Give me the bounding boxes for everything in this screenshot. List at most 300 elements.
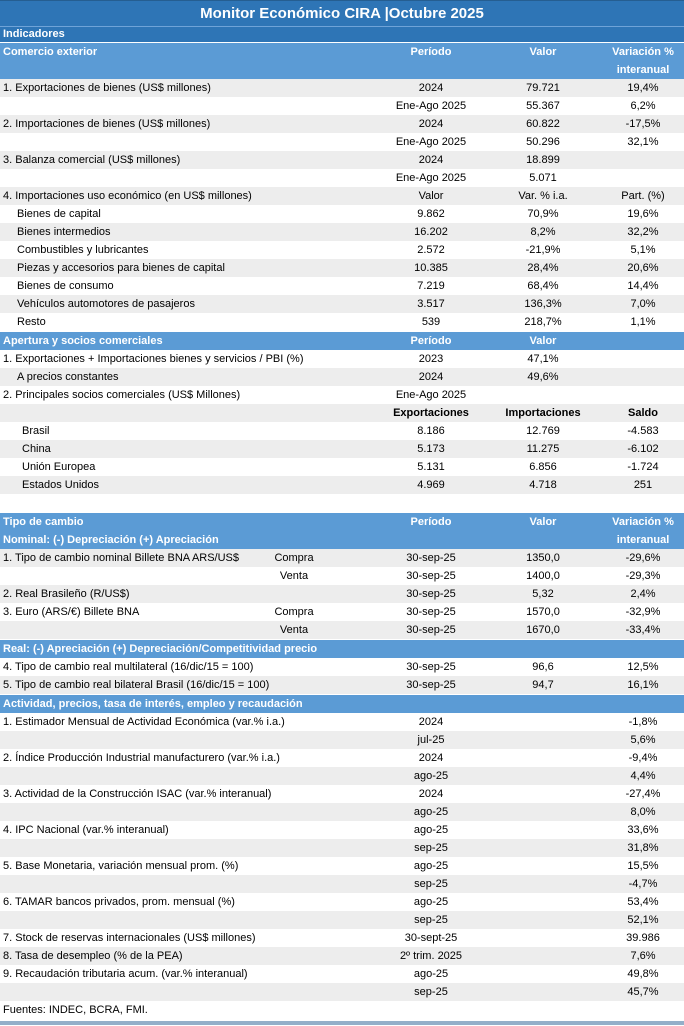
cell-variation: -32,9% [625,606,661,618]
cell-period: 4.969 [417,479,445,491]
cell-variation: 32,1% [627,136,659,148]
cell-period: 30-sep-25 [406,570,456,582]
cell-period: ago-25 [413,860,449,872]
row-label: Vehículos automotores de pasajeros [17,298,195,310]
cell-variation [602,368,684,386]
row-label-cell [0,911,378,929]
cell-value: 5.071 [529,172,557,184]
column-header-variation: interanual [616,534,670,546]
cell-variation [602,350,684,368]
cell-period: 2024 [418,371,444,383]
row-label-cell [0,983,378,1001]
cell-period: ago-25 [413,968,449,980]
column-header-period: Período [410,335,452,347]
cell-value: 50.296 [526,136,560,148]
row-label-cell [0,476,378,494]
cell-value: 47,1% [527,353,559,365]
cell-period: Ene-Ago 2025 [395,136,467,148]
cell-period: Ene-Ago 2025 [395,100,467,112]
row-label-cell [0,133,378,151]
cell-variation: 33,6% [627,824,659,836]
cell-variation: 31,8% [627,842,659,854]
row-label: 3. Actividad de la Construcción ISAC (var.% interanual) [3,788,272,800]
table-row [0,133,684,151]
row-label [3,97,378,115]
section-spacer [0,494,684,512]
section-title [0,332,378,350]
row-label-cell [0,857,378,875]
cell-period: Valor [418,190,444,202]
table-row [0,658,684,676]
cell-variation: 2,4% [630,588,656,600]
column-header-variation: Variación % [612,46,674,58]
cell-period: Exportaciones [393,407,469,419]
table-row [0,767,684,785]
cell-period: 539 [421,316,441,328]
cell-variation: 45,7% [627,986,659,998]
column-header-value [484,695,602,713]
row-label-cell [0,658,378,676]
row-label-cell [0,585,378,603]
row-label [3,404,378,422]
table-row [0,115,684,133]
cell-value: 218,7% [524,316,562,328]
column-header-period [378,695,484,713]
cell-variation: 19,6% [627,208,659,220]
cell-period: 7.219 [417,280,445,292]
section-title-text: Tipo de cambio [3,516,84,528]
row-label-cell [0,277,378,295]
row-label-cell [0,205,378,223]
table-row [0,187,684,205]
cell-variation: 53,4% [627,896,659,908]
table-row [0,875,684,893]
row-label-cell [0,875,378,893]
cell-period: 16.202 [414,226,448,238]
cell-variation: 16,1% [627,679,659,691]
cell-period: 5.131 [417,461,445,473]
table-row [0,259,684,277]
row-label: A precios constantes [17,371,119,383]
row-label-cell [0,440,378,458]
cell-variation: 39.986 [626,932,660,944]
row-label: 4. Tipo de cambio real multilateral (16/dic/15 = 100) [3,661,254,673]
cell-period: 30-sep-25 [406,606,456,618]
cell-variation: -1,8% [628,716,658,728]
column-header-value: Valor [529,46,557,58]
cell-value: 94,7 [532,679,554,691]
table-row [0,368,684,386]
table-body [0,42,684,1001]
cell-variation: -1.724 [627,461,659,473]
table-row [0,857,684,875]
table-row [0,205,684,223]
row-label-cell [0,259,378,277]
cell-value: 55.367 [526,100,560,112]
cell-value: 1570,0 [526,606,560,618]
cell-variation: 251 [633,479,653,491]
row-label-cell [0,169,378,187]
row-label: 3. Euro (ARS/€) Billete BNA [3,606,140,618]
cell-value [484,821,602,839]
column-header-value: Valor [529,335,557,347]
cell-variation: 5,6% [630,734,656,746]
row-label-cell [0,767,378,785]
cell-variation: 1,1% [630,316,656,328]
row-label [3,731,378,749]
cell-variation: -4,7% [628,878,658,890]
cell-period: 2024 [418,752,444,764]
cell-period: 2024 [418,716,444,728]
row-label: 2. Importaciones de bienes (US$ millones) [3,118,211,130]
section-header-actividad [0,694,684,713]
section-title-text: Actividad, precios, tasa de interés, empleo y recaudación [3,698,303,710]
column-header-period: Período [410,46,452,58]
section-title [0,43,378,61]
cell-period: 2.572 [417,244,445,256]
row-label [3,839,378,857]
section-header-line [0,61,684,79]
row-label: 6. TAMAR bancos privados, prom. mensual (%) [3,896,235,908]
cell-value [484,875,602,893]
table-row [0,929,684,947]
cell-variation [602,386,684,404]
column-header-value [484,531,602,549]
row-label-cell [0,368,378,386]
row-label-cell [0,313,378,331]
cell-variation [602,151,684,169]
cell-variation: -29,3% [625,570,661,582]
cell-period: 8.186 [417,425,445,437]
section-header-line [0,43,684,61]
indicadores-label: Indicadores [0,26,684,42]
cell-value [484,983,602,1001]
row-label-cell [0,621,378,639]
cell-variation: -4.583 [627,425,659,437]
row-label-cell [0,965,378,983]
table-row [0,965,684,983]
row-label: Combustibles y lubricantes [17,244,149,256]
section-comercio-exterior [0,42,684,331]
cell-period: 2023 [418,353,444,365]
cell-period: sep-25 [414,986,448,998]
column-header-variation [602,332,684,350]
cell-value [484,965,602,983]
cell-period: ago-25 [413,896,449,908]
row-label-cell [0,947,378,965]
table-row [0,223,684,241]
cell-variation: 19,4% [627,82,659,94]
cell-value: Importaciones [505,407,581,419]
row-label-cell [0,295,378,313]
cell-value [484,386,602,404]
cell-variation: 7,6% [630,950,656,962]
table-row [0,749,684,767]
cell-variation: 15,5% [627,860,659,872]
cell-variation: -6.102 [627,443,659,455]
row-label-cell [0,676,378,694]
row-label: Estados Unidos [22,479,100,491]
cell-variation: 14,4% [627,280,659,292]
cell-value: 1400,0 [526,570,560,582]
table-row [0,404,684,422]
table-row [0,839,684,857]
row-label: 9. Recaudación tributaria acum. (var.% interanual) [3,968,248,980]
cell-variation: Saldo [628,407,658,419]
table-row [0,947,684,965]
section-title-text: Comercio exterior [3,46,98,58]
cell-value [484,803,602,821]
cell-period: 10.385 [414,262,448,274]
cell-period: ago-25 [413,824,449,836]
cell-value: 5,32 [532,588,554,600]
cell-period: 2024 [418,788,444,800]
row-sublabel: Compra [274,552,314,564]
row-label [3,983,378,1001]
row-label: 5. Tipo de cambio real bilateral Brasil (16/dic/15 = 100) [3,679,270,691]
section-title [0,695,378,713]
cell-period: 5.173 [417,443,445,455]
section-title [0,513,378,531]
row-sublabel: Venta [279,624,309,636]
row-label: Brasil [22,425,50,437]
cell-period: 30-sep-25 [406,661,456,673]
table-row [0,585,684,603]
row-label: 7. Stock de reservas internacionales (US$ millones) [3,932,256,944]
cell-value: 4.718 [529,479,557,491]
section-header-line [0,513,684,531]
row-label-cell [0,350,378,368]
column-header-variation: interanual [616,64,670,76]
cell-variation: 32,2% [627,226,659,238]
section-title-text: Apertura y socios comerciales [3,335,163,347]
cell-period: 3.517 [417,298,445,310]
cell-variation: -29,6% [625,552,661,564]
row-label: Bienes intermedios [17,226,111,238]
cell-value [484,785,602,803]
row-label [3,767,378,785]
row-label: Unión Europea [22,461,96,473]
cell-value: 96,6 [532,661,554,673]
cell-period: jul-25 [417,734,445,746]
section-title-text: Real: (-) Apreciación (+) Depreciación/Competitividad precio [3,643,318,655]
cell-value: 1350,0 [526,552,560,564]
cell-value [484,767,602,785]
row-label-cell [0,115,378,133]
table-row [0,911,684,929]
section-header-line [0,640,684,658]
section-header-line [0,531,684,549]
section-real-competitividad [0,639,684,694]
table-row [0,621,684,639]
row-label: 2. Índice Producción Industrial manufacturero (var.% i.a.) [3,752,280,764]
table-row [0,440,684,458]
table-row [0,893,684,911]
row-label-cell [0,749,378,767]
cell-variation: 4,4% [630,770,656,782]
cell-value [484,947,602,965]
table-row [0,803,684,821]
section-actividad [0,694,684,1001]
row-label: 4. IPC Nacional (var.% interanual) [3,824,169,836]
row-label-cell [0,929,378,947]
section-title-text: Nominal: (-) Depreciación (+) Apreciación [3,534,219,546]
section-apertura-socios [0,331,684,494]
cell-value: 18.899 [526,154,560,166]
table-row [0,350,684,368]
cell-period: 30-sep-25 [406,588,456,600]
column-header-value [484,61,602,79]
cell-value: 28,4% [527,262,559,274]
table-row [0,386,684,404]
cell-value [484,857,602,875]
row-label: 5. Base Monetaria, variación mensual prom. (%) [3,860,239,872]
row-label-cell [0,821,378,839]
table-row [0,458,684,476]
row-label-cell [0,893,378,911]
table-row [0,313,684,331]
row-label: 1. Estimador Mensual de Actividad Económica (var.% i.a.) [3,716,285,728]
row-label: 2. Principales socios comerciales (US$ Millones) [3,389,241,401]
row-label-cell [0,603,378,621]
row-label [3,803,378,821]
row-label-cell [0,151,378,169]
cell-value: -21,9% [525,244,561,256]
row-label: Bienes de consumo [17,280,114,292]
cell-period: ago-25 [413,770,449,782]
table-row [0,603,684,621]
row-label: 1. Tipo de cambio nominal Billete BNA ARS/US$ [3,552,240,564]
cell-variation: 8,0% [630,806,656,818]
cell-value: 8,2% [530,226,556,238]
cell-value: 60.822 [526,118,560,130]
table-row [0,731,684,749]
cell-value: 11.275 [526,443,560,455]
cell-value [484,713,602,731]
table-row [0,567,684,585]
cell-value: 79.721 [526,82,560,94]
cell-variation: -9,4% [628,752,658,764]
cell-period: 30-sep-25 [406,624,456,636]
row-sublabel: Venta [279,570,309,582]
section-header-comercio-exterior [0,42,684,79]
table-row [0,983,684,1001]
table-row [0,151,684,169]
row-label: 2. Real Brasileño (R/US$) [3,588,130,600]
row-label: 1. Exportaciones de bienes (US$ millones) [3,82,211,94]
row-label-cell [0,422,378,440]
column-header-period [378,531,484,549]
cell-value: 68,4% [527,280,559,292]
section-header-tipo-de-cambio [0,512,684,549]
cell-value [484,893,602,911]
row-label-cell [0,97,378,115]
row-label-cell [0,241,378,259]
table-row [0,785,684,803]
section-tipo-de-cambio [0,512,684,639]
row-label-cell [0,404,378,422]
row-label: 1. Exportaciones + Importaciones bienes y servicios / PBI (%) [3,353,304,365]
cell-variation [602,169,684,187]
cell-period: 30-sept-25 [404,932,458,944]
cell-variation: 6,2% [630,100,656,112]
cell-variation: Part. (%) [621,190,665,202]
cell-variation: 12,5% [627,661,659,673]
row-label: China [22,443,51,455]
row-label-cell [0,386,378,404]
row-label-cell [0,223,378,241]
table-row [0,277,684,295]
cell-period: 2º trim. 2025 [399,950,463,962]
cell-value [484,749,602,767]
cell-variation: -17,5% [625,118,661,130]
cell-value: 70,9% [527,208,559,220]
cell-period: ago-25 [413,806,449,818]
table-row [0,79,684,97]
column-header-value: Valor [529,516,557,528]
row-label [3,911,378,929]
row-label [3,169,378,187]
row-label-cell [0,187,378,205]
cell-period: sep-25 [414,842,448,854]
cell-variation: 20,6% [627,262,659,274]
table-row [0,821,684,839]
sources-note: Fuentes: INDEC, BCRA, FMI. [0,1001,684,1025]
cell-variation: 5,1% [630,244,656,256]
table-row [0,476,684,494]
cell-variation: -27,4% [625,788,661,800]
cell-value [484,731,602,749]
section-header-line [0,695,684,713]
section-header-real-competitividad [0,639,684,658]
cell-value: 12.769 [526,425,560,437]
cell-period: 30-sep-25 [406,552,456,564]
section-title [0,531,378,549]
column-header-variation: Variación % [612,516,674,528]
row-sublabel: Compra [274,606,314,618]
cell-value: Var. % i.a. [518,190,568,202]
row-label: 4. Importaciones uso económico (en US$ millones) [3,190,252,202]
cell-period: 2024 [418,118,444,130]
table-row [0,169,684,187]
row-label-cell [0,785,378,803]
table-row [0,422,684,440]
cell-period: sep-25 [414,914,448,926]
row-label-cell [0,839,378,857]
row-label: 8. Tasa de desempleo (% de la PEA) [3,950,183,962]
cell-variation: 52,1% [627,914,659,926]
section-header-line [0,332,684,350]
row-label [3,567,262,585]
row-label-cell [0,549,378,567]
table-row [0,713,684,731]
column-header-variation [602,695,684,713]
table-row [0,676,684,694]
section-title [0,61,378,79]
column-header-period [378,61,484,79]
column-header-variation [602,640,684,658]
column-header-value [484,640,602,658]
cell-period: 9.862 [417,208,445,220]
section-title [0,640,378,658]
row-label-cell [0,79,378,97]
row-label-cell [0,731,378,749]
row-label [3,133,378,151]
row-label-cell [0,567,378,585]
row-label: Piezas y accesorios para bienes de capital [17,262,225,274]
cell-period: 2024 [418,82,444,94]
table-row [0,295,684,313]
